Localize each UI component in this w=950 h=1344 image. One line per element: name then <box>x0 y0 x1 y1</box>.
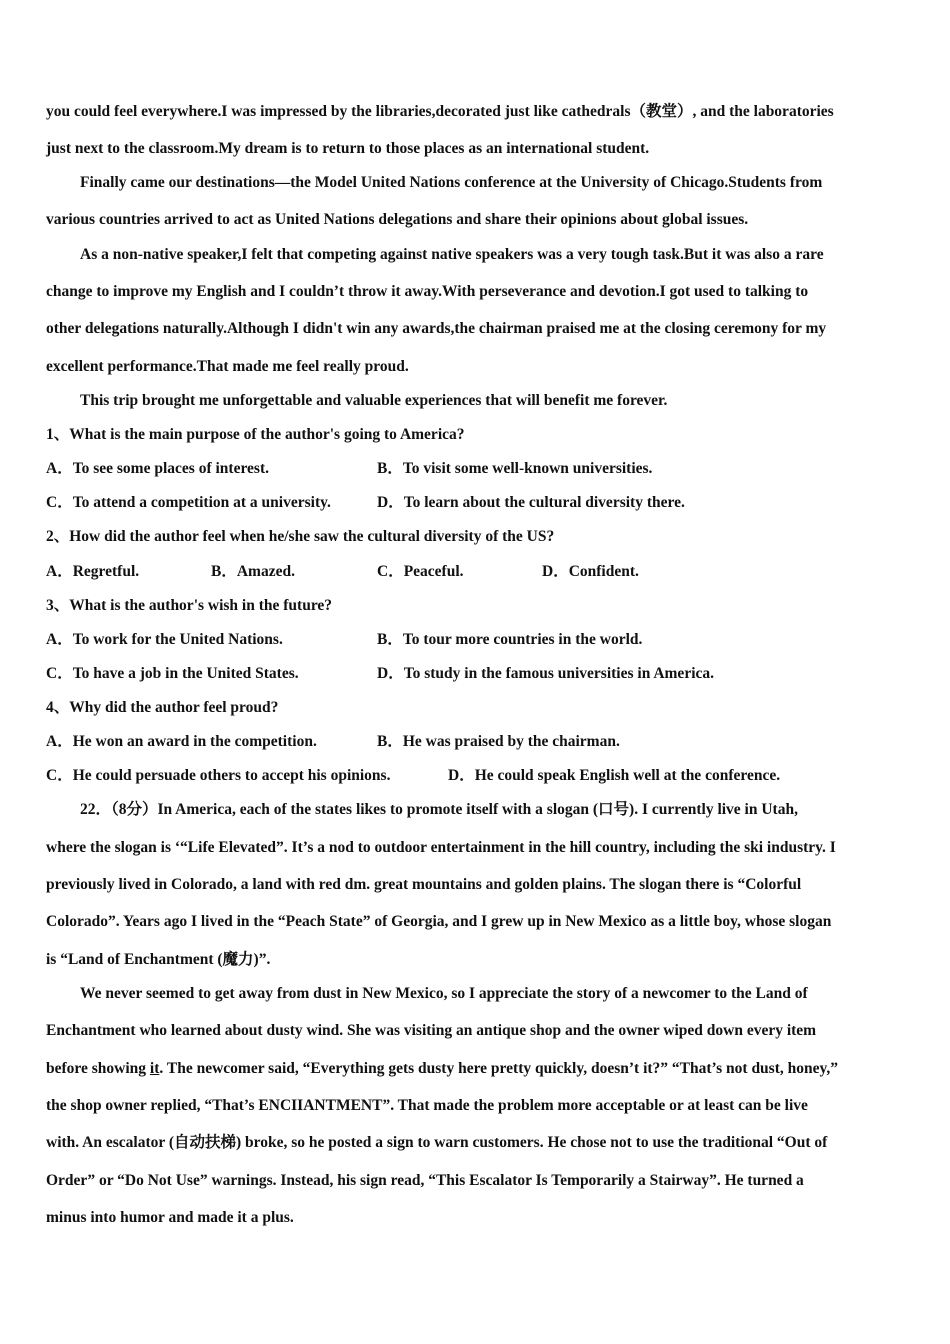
passage-line: This trip brought me unforgettable and valuable experiences that will benefit me forever. <box>80 392 668 409</box>
passage-line: where the slogan is ‘“Life Elevated”. It’s a nod to outdoor entertainment in the hill country, including the ski industry. I <box>46 839 836 856</box>
passage-line: Colorado”. Years ago I lived in the “Peach State” of Georgia, and I grew up in New Mexico as a little boy, whose slogan <box>46 913 832 930</box>
option-d[interactable]: D．He could speak English well at the conference. <box>448 767 781 784</box>
option-d[interactable]: D．To study in the famous universities in America. <box>377 665 715 682</box>
option-d[interactable]: D．Confident. <box>542 563 639 580</box>
passage-text: . <box>159 1060 167 1077</box>
option-d[interactable]: D．To learn about the cultural diversity there. <box>377 494 685 511</box>
question-stem: 2、How did the author feel when he/she saw the cultural diversity of the US? <box>46 528 555 545</box>
option-c[interactable]: C．To have a job in the United States. <box>46 665 299 682</box>
passage-line: minus into humor and made it a plus. <box>46 1209 294 1226</box>
passage-line: other delegations naturally.Although I didn't win any awards,the chairman praised me at the closing ceremony for my <box>46 320 827 337</box>
option-b[interactable]: B．To tour more countries in the world. <box>377 631 643 648</box>
passage-line: Finally came our destinations—the Model United Nations conference at the University of Chicago.Students from <box>80 174 823 191</box>
passage-line: Order” or “Do Not Use” warnings. Instead, his sign read, “This Escalator Is Temporarily a Stairway”. He turned a <box>46 1172 804 1189</box>
passage-text: before showing <box>46 1060 147 1077</box>
option-b[interactable]: B．To visit some well-known universities. <box>377 460 653 477</box>
question-stem: 3、What is the author's wish in the future? <box>46 597 333 614</box>
passage-line: Enchantment who learned about dusty wind. She was visiting an antique shop and the owner wiped down every item <box>46 1022 817 1039</box>
passage-line: is “Land of Enchantment (魔力)”. <box>46 951 271 968</box>
option-b[interactable]: B．He was praised by the chairman. <box>377 733 620 750</box>
option-c[interactable]: C．Peaceful. <box>377 563 464 580</box>
passage-line: excellent performance.That made me feel really proud. <box>46 358 409 375</box>
passage-line: previously lived in Colorado, a land with red dm. great mountains and golden plains. The slogan there is “Colorful <box>46 876 802 893</box>
option-a[interactable]: A．To work for the United Nations. <box>46 631 283 648</box>
question-stem: 1、What is the main purpose of the author's going to America? <box>46 426 465 443</box>
passage-line: As a non-native speaker,I felt that competing against native speakers was a very tough task.But it was also a rare <box>80 246 824 263</box>
option-a[interactable]: A．He won an award in the competition. <box>46 733 317 750</box>
passage-line: just next to the classroom.My dream is to return to those places as an international student. <box>46 140 650 157</box>
question-stem: 4、Why did the author feel proud? <box>46 699 279 716</box>
passage-line: We never seemed to get away from dust in New Mexico, so I appreciate the story of a newcomer to the Land of <box>80 985 808 1002</box>
option-a[interactable]: A．To see some places of interest. <box>46 460 269 477</box>
passage-line: change to improve my English and I couldn’t throw it away.With perseverance and devotion.I got used to talking to <box>46 283 809 300</box>
passage-line: you could feel everywhere.I was impressed by the libraries,decorated just like cathedrals（教堂）, and the laboratories <box>46 103 834 120</box>
passage-line: 22．（8分）In America, each of the states likes to promote itself with a slogan (口号). I currently live in Utah, <box>80 801 798 818</box>
option-a[interactable]: A．Regretful. <box>46 563 140 580</box>
underlined-word: it <box>149 1060 160 1077</box>
passage-line: the shop owner replied, “That’s ENCIIANTMENT”. That made the problem more acceptable or at least can be live <box>46 1097 808 1114</box>
passage-line: various countries arrived to act as United Nations delegations and share their opinions about global issues. <box>46 211 749 228</box>
passage-line <box>46 1059 838 1079</box>
option-c[interactable]: C．To attend a competition at a university. <box>46 494 331 511</box>
passage-text: The newcomer said, “Everything gets dusty here pretty quickly, doesn’t it?” “That’s not dust, honey,” <box>166 1060 839 1077</box>
option-b[interactable]: B．Amazed. <box>211 563 295 580</box>
passage-line: with. An escalator (自动扶梯) broke, so he posted a sign to warn customers. He chose not to use the traditional “Out of <box>46 1134 828 1151</box>
option-c[interactable]: C．He could persuade others to accept his opinions. <box>46 767 391 784</box>
